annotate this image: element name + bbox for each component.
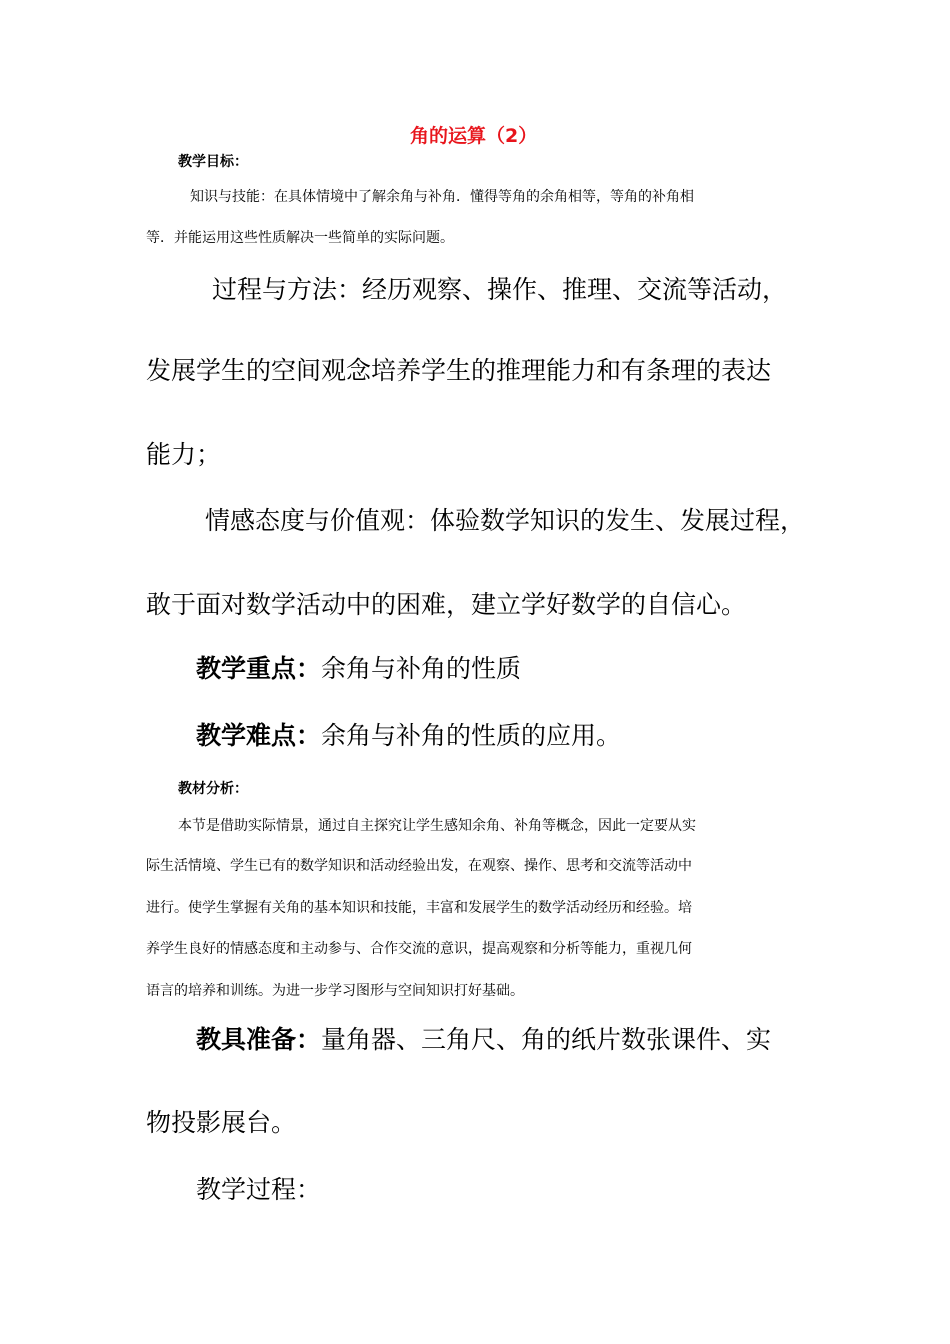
difficulty-label: 教学难点：: [196, 721, 322, 750]
tools-line-2: 物投影展台。: [146, 1108, 297, 1137]
tools-line-1: [196, 1027, 771, 1052]
analysis-line: 进行。使学生掌握有关角的基本知识和技能，丰富和发展学生的数学活动经历和经验。培: [146, 900, 692, 916]
knowledge-line-1: 知识与技能：在具体情境中了解余角与补角．懂得等角的余角相等，等角的补角相: [190, 189, 694, 205]
analysis-line: 养学生良好的情感态度和主动参与、合作交流的意识，提高观察和分析等能力，重视几何: [146, 941, 692, 957]
objectives-heading: 教学目标：: [178, 154, 248, 170]
knowledge-line-2: 等．并能运用这些性质解决一些简单的实际问题。: [146, 230, 454, 246]
key-point-label: 教学重点：: [196, 654, 322, 683]
analysis-line: 际生活情境、学生已有的数学知识和活动经验出发，在观察、操作、思考和交流等活动中: [146, 858, 692, 874]
process-line-2: 发展学生的空间观念培养学生的推理能力和有条理的表达: [146, 356, 772, 385]
key-point: [196, 656, 521, 681]
analysis-line: 本节是借助实际情景，通过自主探究让学生感知余角、补角等概念，因此一定要从实: [178, 818, 696, 834]
emotion-line-1: 情感态度与价值观：体验数学知识的发生、发展过程，: [205, 506, 806, 535]
tools-text: 量角器、三角尺、角的纸片数张课件、实: [321, 1025, 772, 1054]
analysis-heading: 教材分析：: [178, 781, 248, 797]
emotion-line-2: 敢于面对数学活动中的困难，建立学好数学的自信心。: [146, 590, 747, 619]
difficulty: [196, 723, 621, 748]
process-heading: 教学过程：: [196, 1175, 322, 1204]
process-line-3: 能力；: [146, 440, 222, 469]
key-point-text: 余角与补角的性质: [321, 654, 522, 683]
tools-label: 教具准备：: [196, 1025, 322, 1054]
analysis-line: 语言的培养和训练。为进一步学习图形与空间知识打好基础。: [146, 983, 524, 999]
page-title: 角的运算（2）: [410, 125, 538, 147]
process-line-1: 过程与方法：经历观察、操作、推理、交流等活动，: [212, 275, 788, 304]
difficulty-text: 余角与补角的性质的应用。: [321, 721, 622, 750]
